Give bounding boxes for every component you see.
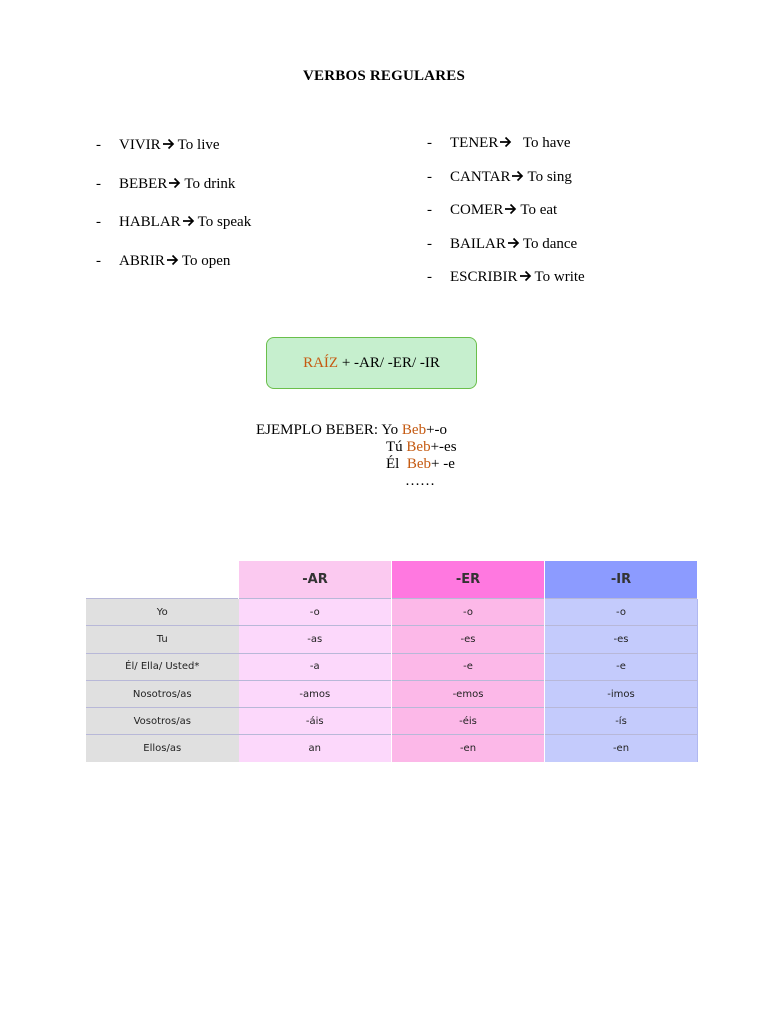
right-arrow-icon xyxy=(519,270,532,282)
verb-name: ABRIR xyxy=(119,252,165,269)
pronoun-cell: Ellos/as xyxy=(86,735,239,762)
list-item xyxy=(427,134,585,152)
verb-meaning: To eat xyxy=(520,202,558,219)
right-arrow-icon xyxy=(162,138,175,150)
example-stem: Beb xyxy=(406,439,431,455)
list-item xyxy=(96,175,251,193)
er-ending-cell: -es xyxy=(392,626,545,653)
list-item xyxy=(427,168,585,186)
example-pronoun: Él xyxy=(386,456,400,472)
header-blank xyxy=(86,561,239,599)
right-arrow-icon xyxy=(182,215,195,227)
bullet-dash: - xyxy=(96,252,101,269)
ir-ending-cell: -ís xyxy=(545,708,698,735)
bullet-dash: - xyxy=(427,202,432,219)
ar-ending-cell: -áis xyxy=(239,708,392,735)
formula-endings: + -AR/ -ER/ -IR xyxy=(338,354,440,371)
verb-meaning: To open xyxy=(181,252,231,269)
table-row xyxy=(86,735,698,762)
right-arrow-icon xyxy=(499,136,512,148)
table-row xyxy=(86,708,698,735)
verb-meaning: To dance xyxy=(522,235,578,252)
verb-name: COMER xyxy=(450,202,504,219)
right-arrow-icon xyxy=(507,237,520,249)
verb-name: TENER xyxy=(450,135,499,151)
example-block xyxy=(256,422,447,439)
list-item xyxy=(96,136,251,154)
example-ending: +-es xyxy=(430,439,457,455)
list-item xyxy=(427,268,585,286)
page-title: VERBOS REGULARES xyxy=(303,68,465,84)
verb-name: VIVIR xyxy=(119,137,161,153)
example-stem: Beb xyxy=(401,422,427,438)
bullet-dash: - xyxy=(427,168,432,185)
header-ar: -AR xyxy=(239,561,392,599)
right-arrow-icon xyxy=(166,254,179,266)
table-row xyxy=(86,626,698,653)
bullet-dash: - xyxy=(427,235,432,252)
table-row xyxy=(86,653,698,680)
er-ending-cell: -en xyxy=(392,735,545,762)
ar-ending-cell: -o xyxy=(239,599,392,626)
list-item xyxy=(96,252,251,270)
ir-ending-cell: -es xyxy=(545,626,698,653)
example-pronoun: Yo xyxy=(381,422,399,438)
ar-ending-cell: an xyxy=(239,735,392,762)
example-label: EJEMPLO BEBER: xyxy=(256,422,379,438)
bullet-dash: - xyxy=(96,175,101,192)
list-item xyxy=(427,201,585,219)
verb-meaning: To drink xyxy=(184,175,236,192)
verb-name: CANTAR xyxy=(450,168,511,185)
example-line xyxy=(386,439,457,456)
example-ending: +-o xyxy=(426,422,448,438)
er-ending-cell: -éis xyxy=(392,708,545,735)
formula-root: RAÍZ xyxy=(303,354,339,371)
bullet-dash: - xyxy=(96,214,101,230)
er-ending-cell: -emos xyxy=(392,680,545,707)
bullet-dash: - xyxy=(96,137,101,153)
conjugation-table xyxy=(86,561,698,762)
verb-meaning: To write xyxy=(534,269,585,286)
right-arrow-icon xyxy=(168,177,181,189)
list-item xyxy=(96,213,251,231)
verb-list-left xyxy=(96,136,251,290)
ir-ending-cell: -e xyxy=(545,653,698,680)
verb-list-right xyxy=(427,134,585,302)
formula-box xyxy=(266,337,477,389)
example-pronoun: Tú xyxy=(386,439,403,455)
bullet-dash: - xyxy=(427,269,432,286)
pronoun-cell: Él/ Ella/ Usted* xyxy=(86,653,239,680)
table-header-row xyxy=(86,561,698,599)
ir-ending-cell: -o xyxy=(545,599,698,626)
table-row xyxy=(86,680,698,707)
ir-ending-cell: -imos xyxy=(545,680,698,707)
verb-name: BEBER xyxy=(119,175,168,192)
header-ir: -IR xyxy=(545,561,698,599)
header-er: -ER xyxy=(392,561,545,599)
pronoun-cell: Tu xyxy=(86,626,239,653)
er-ending-cell: -o xyxy=(392,599,545,626)
table-row xyxy=(86,599,698,626)
right-arrow-icon xyxy=(511,170,524,182)
ar-ending-cell: -a xyxy=(239,653,392,680)
verb-name: BAILAR xyxy=(450,235,506,252)
example-ending: + -e xyxy=(431,456,455,472)
ir-ending-cell: -en xyxy=(545,735,698,762)
verb-meaning: To speak xyxy=(197,214,252,230)
verb-meaning: To sing xyxy=(527,168,572,185)
bullet-dash: - xyxy=(427,135,432,151)
example-stem: Beb xyxy=(406,456,432,472)
pronoun-cell: Nosotros/as xyxy=(86,680,239,707)
verb-name: ESCRIBIR xyxy=(450,269,518,286)
list-item xyxy=(427,235,585,253)
pronoun-cell: Yo xyxy=(86,599,239,626)
ar-ending-cell: -amos xyxy=(239,680,392,707)
verb-meaning: To live xyxy=(177,137,220,153)
example-line xyxy=(386,456,455,473)
right-arrow-icon xyxy=(504,203,517,215)
verb-meaning: To have xyxy=(522,135,571,151)
er-ending-cell: -e xyxy=(392,653,545,680)
verb-name: HABLAR xyxy=(119,214,181,230)
pronoun-cell: Vosotros/as xyxy=(86,708,239,735)
example-ellipsis: …… xyxy=(405,473,435,489)
ar-ending-cell: -as xyxy=(239,626,392,653)
